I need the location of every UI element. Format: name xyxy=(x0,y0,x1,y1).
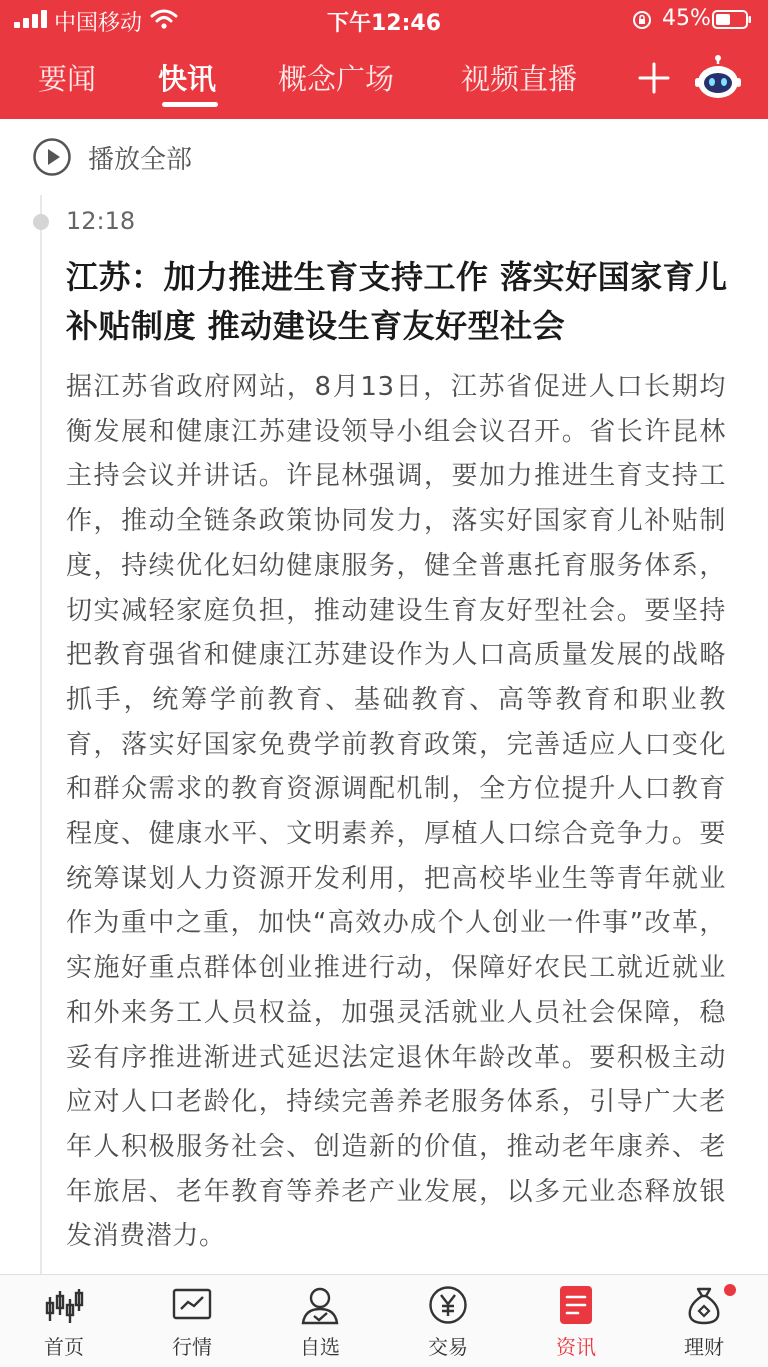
timeline-dot xyxy=(33,214,49,230)
nav-watchlist[interactable] xyxy=(256,1275,384,1367)
nav-trade-label: 交易 xyxy=(428,1335,468,1359)
nav-home[interactable] xyxy=(0,1275,128,1367)
nav-wealth-label: 理财 xyxy=(684,1335,724,1359)
carrier-name: 中国移动 xyxy=(54,11,143,36)
play-circle-icon xyxy=(32,137,72,177)
nav-market[interactable] xyxy=(128,1275,256,1367)
news-feed xyxy=(0,119,768,1274)
notification-dot xyxy=(724,1284,736,1296)
play-all-label: 播放全部 xyxy=(88,145,193,175)
nav-watchlist-label: 自选 xyxy=(300,1335,340,1359)
orientation-lock-icon xyxy=(632,10,652,30)
tab-flash-news[interactable]: 快讯 xyxy=(158,62,217,96)
tab-headlines[interactable]: 要闻 xyxy=(38,62,97,96)
candlestick-icon xyxy=(44,1285,84,1325)
chart-icon xyxy=(172,1285,212,1325)
news-title[interactable]: 江苏：加力推进生育支持工作 落实好国家育儿补贴制度 推动建设生育友好型社会 xyxy=(66,258,728,345)
tab-video-live[interactable]: 视频直播 xyxy=(461,62,578,96)
tab-concept-square[interactable]: 概念广场 xyxy=(278,62,395,96)
news-timestamp: 12:18 xyxy=(66,207,136,235)
robot-assistant-icon[interactable] xyxy=(694,54,742,102)
bottom-nav xyxy=(0,1274,768,1367)
nav-wealth[interactable] xyxy=(640,1275,768,1367)
news-body[interactable]: 据江苏省政府网站，8月13日，江苏省促进人口长期均衡发展和健康江苏建设领导小组会议召开。省长许昆林主持会议并讲话。许昆林强调，要加力推进生育支持工作，推动全链条政策协同发力，落实好国家育儿补贴制度，持续优化妇幼健康服务，健全普惠托育服务体系，切实减轻家庭负担，推动建设生育友好型社会。要坚持把教育强省和健康江苏建设作为人口高质量发展的战略抓手，统筹学前教育、基础教育、高等教育和职业教育，落实好国家免费学前教育政策，完善适应人口变化和群众需求的教育资源调配机制，全方位提升人口教育程度、健康水平、文明素养，厚植人口综合竞争力。要统筹谋划人力资源开发利用，把高校毕业生等青年就业作为重中之重，加快“高效办成个人创业一件事”改革，实施好重点群体创业推进行动，保障好农民工就近就业和外来务工人员权益，加强灵活就业人员社会保障，稳妥有序推进渐进式延迟法定退休年龄改革。要积极主动应对人口老龄化，持续完善养老服务体系，引导广大老年人积极服务社会、创造新的价值，推动老年康养、老年旅居、老年教育等养老产业发展，以多元业态释放银发消费潜力。 xyxy=(66,372,726,1252)
timeline-line xyxy=(40,195,42,1274)
news-doc-icon xyxy=(556,1285,596,1325)
money-bag-icon xyxy=(684,1285,724,1325)
battery-icon xyxy=(712,10,752,29)
yen-icon xyxy=(428,1285,468,1325)
nav-news-label: 资讯 xyxy=(556,1335,596,1359)
app-header xyxy=(0,0,768,119)
battery-percent: 45% xyxy=(662,6,711,31)
user-check-icon xyxy=(300,1285,340,1325)
nav-market-label: 行情 xyxy=(172,1335,212,1359)
nav-trade[interactable] xyxy=(384,1275,512,1367)
nav-home-label: 首页 xyxy=(44,1335,84,1359)
active-tab-indicator xyxy=(162,102,218,107)
nav-news[interactable] xyxy=(512,1275,640,1367)
clock: 下午12:46 xyxy=(326,11,442,36)
status-bar xyxy=(0,0,768,40)
add-channel-icon[interactable] xyxy=(636,60,672,96)
